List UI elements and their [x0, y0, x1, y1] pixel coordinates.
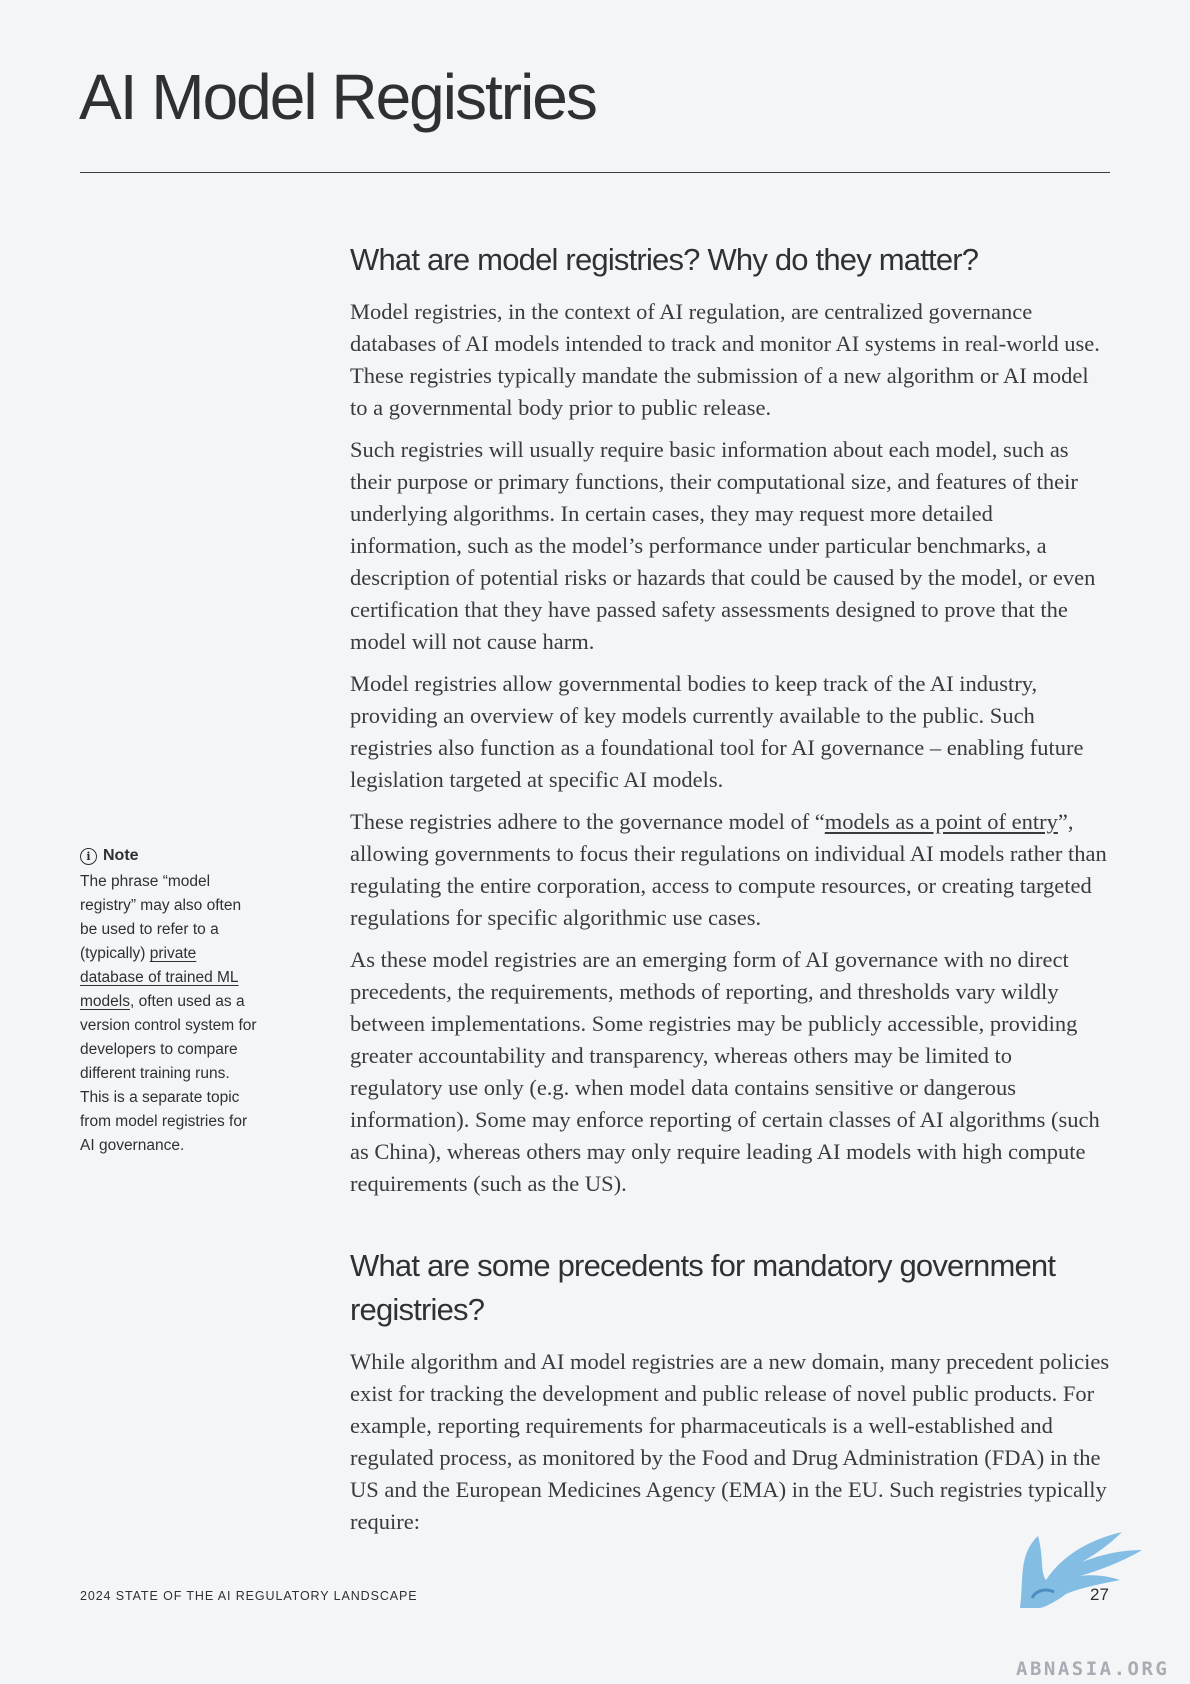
title-divider — [80, 172, 1110, 173]
page-title: AI Model Registries — [79, 61, 596, 133]
note-title: Note — [103, 847, 139, 864]
paragraph-text-before: These registries adhere to the governance model of “ — [350, 809, 825, 834]
models-as-point-of-entry-link[interactable]: models as a point of entry — [824, 809, 1058, 834]
page-number: 27 — [1090, 1585, 1109, 1604]
paragraph: While algorithm and AI model registries are a new domain, many precedent policies exist for tracking the development and public release of novel public products. For example, reporting requirements for pharmaceuticals is a well-established and regulated process, as monitored by the Food and Drug Administration (FDA) in the US and the European Medicines Agency (EMA) in the EU. Such registries typically require: — [350, 1349, 1110, 1534]
note-text-after: , often used as a version control system for developers to compare different training runs. This is a separate topic from model registries for AI governance. — [80, 993, 257, 1154]
watermark-text: ABNASIA.ORG — [1016, 1658, 1170, 1680]
footer-report-title: 2024 STATE OF THE AI REGULATORY LANDSCAPE — [80, 1589, 418, 1603]
paragraph-text-after: ”, allowing governments to focus their regulations on individual AI models rather than regulating the entire corporation, access to compute resources, or creating targeted regulations for specific algorithmic use cases. — [350, 809, 1107, 930]
section-heading-what-are-registries: What are model registries? Why do they matter? — [350, 242, 979, 277]
watermark-bird-logo-icon — [1010, 1510, 1150, 1610]
section-heading-precedents: What are some precedents for mandatory government registries? — [350, 1248, 1056, 1327]
note-header — [80, 847, 260, 865]
paragraph-point-of-entry — [350, 806, 1110, 934]
paragraph: Model registries allow governmental bodies to keep track of the AI industry, providing an overview of key models currently available to the public. Such registries also function as a foundational tool for AI governance – enabling future legislation targeted at specific AI models. — [350, 671, 1084, 792]
private-database-link[interactable]: private database of trained ML models — [80, 945, 239, 1010]
paragraph: Model registries, in the context of AI regulation, are centralized governance databases of AI models intended to track and monitor AI systems in real-world use. These registries typically mandate the submission of a new algorithm or AI model to a governmental body prior to public release. — [350, 299, 1100, 420]
main-content — [350, 238, 1110, 1548]
paragraph: Such registries will usually require basic information about each model, such as their purpose or primary functions, their computational size, and features of their underlying algorithms. In certain cases, they may request more detailed information, such as the model’s performance under particular benchmarks, a description of potential risks or hazards that could be caused by the model, or even certification that they have passed safety assessments designed to prove that the model will not cause harm. — [350, 437, 1096, 654]
info-icon: i — [80, 848, 97, 865]
paragraph: As these model registries are an emerging form of AI governance with no direct precedents, the requirements, methods of reporting, and thresholds vary wildly between implementations. Some registries may be publicly accessible, providing greater accountability and transparency, whereas others may be limited to regulatory use only (e.g. when model data contains sensitive or dangerous information). Some may enforce reporting of certain classes of AI algorithms (such as China), whereas others may only require leading AI models with high compute requirements (such as the US). — [350, 947, 1100, 1196]
note-text-before: The phrase “model registry” may also often be used to refer to a (typically) — [80, 873, 242, 962]
sidenote — [80, 847, 260, 1158]
note-body — [80, 870, 260, 1158]
